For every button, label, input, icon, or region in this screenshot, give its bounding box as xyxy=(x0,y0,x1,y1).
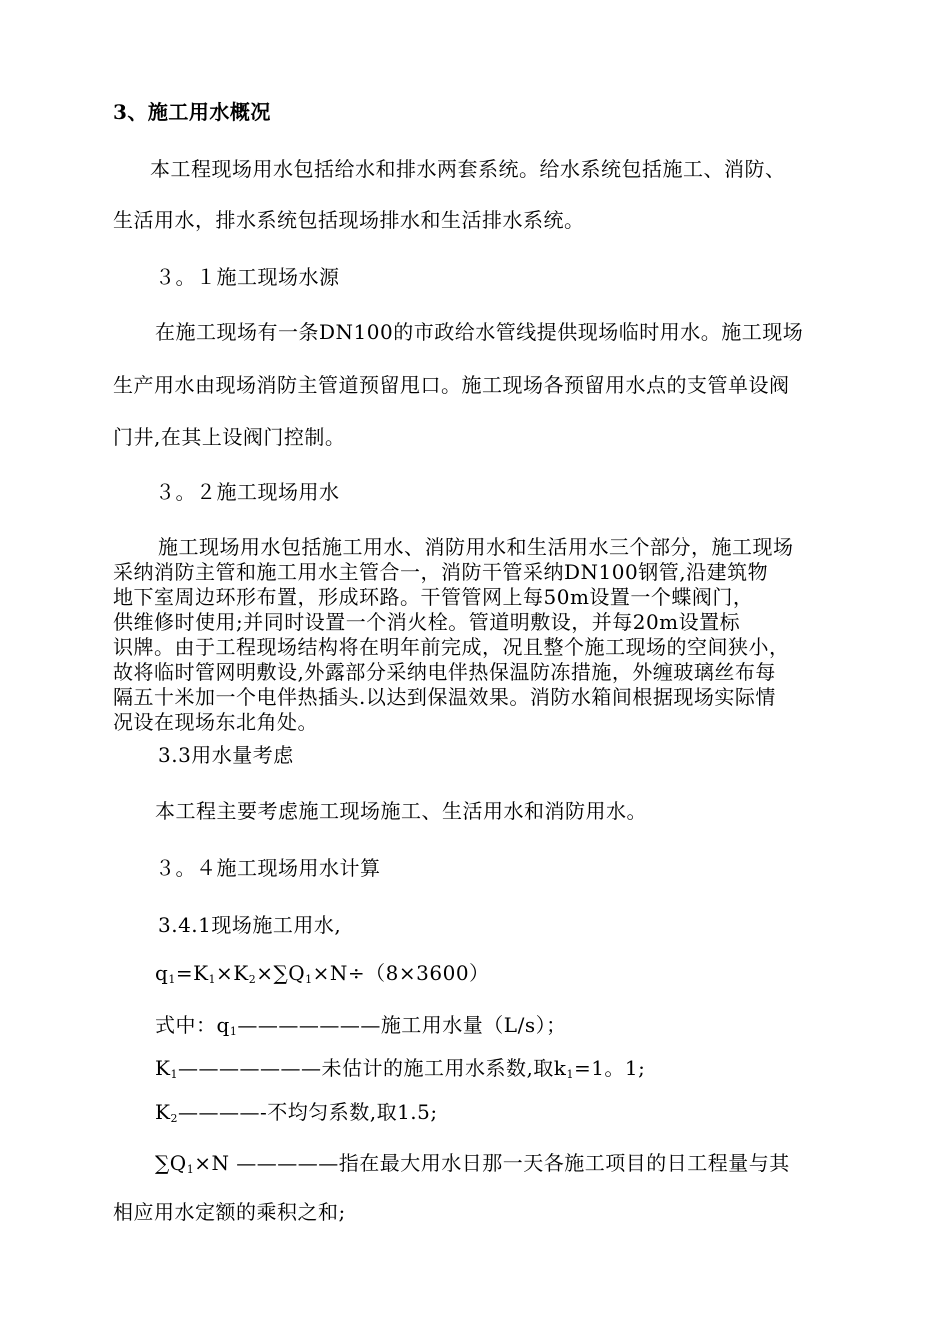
def-sum-prefix: ∑Q xyxy=(155,1151,187,1175)
definition-k2 xyxy=(155,1099,438,1125)
def-k1-prefix: K xyxy=(155,1056,171,1080)
def-k2-prefix: K xyxy=(155,1100,171,1124)
def-sum-sub: 1 xyxy=(186,1163,195,1176)
definition-sum-line-2: 相应用水定额的乘积之和; xyxy=(113,1200,346,1224)
s31-line-3: 门井,在其上设阀门控制。 xyxy=(113,425,346,449)
definition-k1 xyxy=(155,1055,645,1081)
formula-times: ×K xyxy=(216,961,249,985)
section-title: 3、施工用水概况 xyxy=(113,100,271,124)
definition-sum xyxy=(155,1150,790,1176)
intro-line-2: 生活用水，排水系统包括现场排水和生活排水系统。 xyxy=(113,208,585,232)
heading-3-3: 3.3用水量考虑 xyxy=(158,743,294,767)
s32-line-2: 采纳消防主管和施工用水主管合一，消防干管采纳DN100钢管,沿建筑物 xyxy=(113,560,769,584)
def-q-sub: 1 xyxy=(229,1025,238,1038)
heading-3-1: ３。１施工现场水源 xyxy=(155,265,340,289)
formula-k1-sub: 1 xyxy=(208,973,217,986)
def-q-prefix: 式中：q xyxy=(155,1013,230,1037)
s32-line-5: 识牌。由于工程现场结构将在明年前完成，况且整个施工现场的空间狭小， xyxy=(113,635,790,659)
s32-line-7: 隔五十米加一个电伴热插头.以达到保温效果。消防水箱间根据现场实际情 xyxy=(113,685,776,709)
def-k1-sub: 1 xyxy=(170,1068,178,1081)
s32-line-1: 施工现场用水包括施工用水、消防用水和生活用水三个部分，施工现场 xyxy=(158,535,794,559)
s32-line-6: 故将临时管网明敷设,外露部分采纳电伴热保温防冻措施，外缠玻璃丝布每 xyxy=(113,660,776,684)
formula-rest: ×N÷（8×3600） xyxy=(312,961,490,985)
formula-sum: ×∑Q xyxy=(256,961,306,985)
formula-line xyxy=(155,960,490,986)
heading-3-4: ３。４施工现场用水计算 xyxy=(155,856,381,880)
s32-line-8: 况设在现场东北角处。 xyxy=(113,710,318,734)
formula-q1-sub: 1 xyxy=(305,973,313,986)
def-q-text: ———————施工用水量（L/s）； xyxy=(237,1013,567,1037)
s33-line-1: 本工程主要考虑施工现场施工、生活用水和消防用水。 xyxy=(155,799,647,823)
intro-line-1: 本工程现场用水包括给水和排水两套系统。给水系统包括施工、消防、 xyxy=(150,157,786,181)
formula-q: q xyxy=(155,961,169,985)
s32-line-3: 地下室周边环形布置，形成环路。干管管网上每50m设置一个蝶阀门， xyxy=(113,585,754,609)
def-k2-text: ————-不均匀系数,取1.5; xyxy=(177,1100,438,1124)
formula-q-sub: 1 xyxy=(168,973,176,986)
def-k1-text2: =1。1; xyxy=(573,1056,646,1080)
heading-3-4-1: 3.4.1现场施工用水, xyxy=(158,913,342,937)
s31-line-1: 在施工现场有一条DN100的市政给水管线提供现场临时用水。施工现场 xyxy=(155,320,804,344)
def-sum-text: ×N —————指在最大用水日那一天各施工项目的日工程量与其 xyxy=(194,1151,790,1175)
def-k1-sub2: 1 xyxy=(566,1068,574,1081)
s32-line-4: 供维修时使用;并同时设置一个消火栓。管道明敷设，并每20m设置标 xyxy=(113,610,741,634)
s31-line-2: 生产用水由现场消防主管道预留甩口。施工现场各预留用水点的支管单设阀 xyxy=(113,373,790,397)
heading-3-2: ３。２施工现场用水 xyxy=(155,480,340,504)
def-k2-sub: 2 xyxy=(170,1112,178,1125)
definition-q1 xyxy=(155,1012,567,1038)
def-k1-text: ———————未估计的施工用水系数,取k xyxy=(177,1056,567,1080)
formula-eq: =K xyxy=(175,961,209,985)
formula-k2-sub: 2 xyxy=(248,973,257,986)
